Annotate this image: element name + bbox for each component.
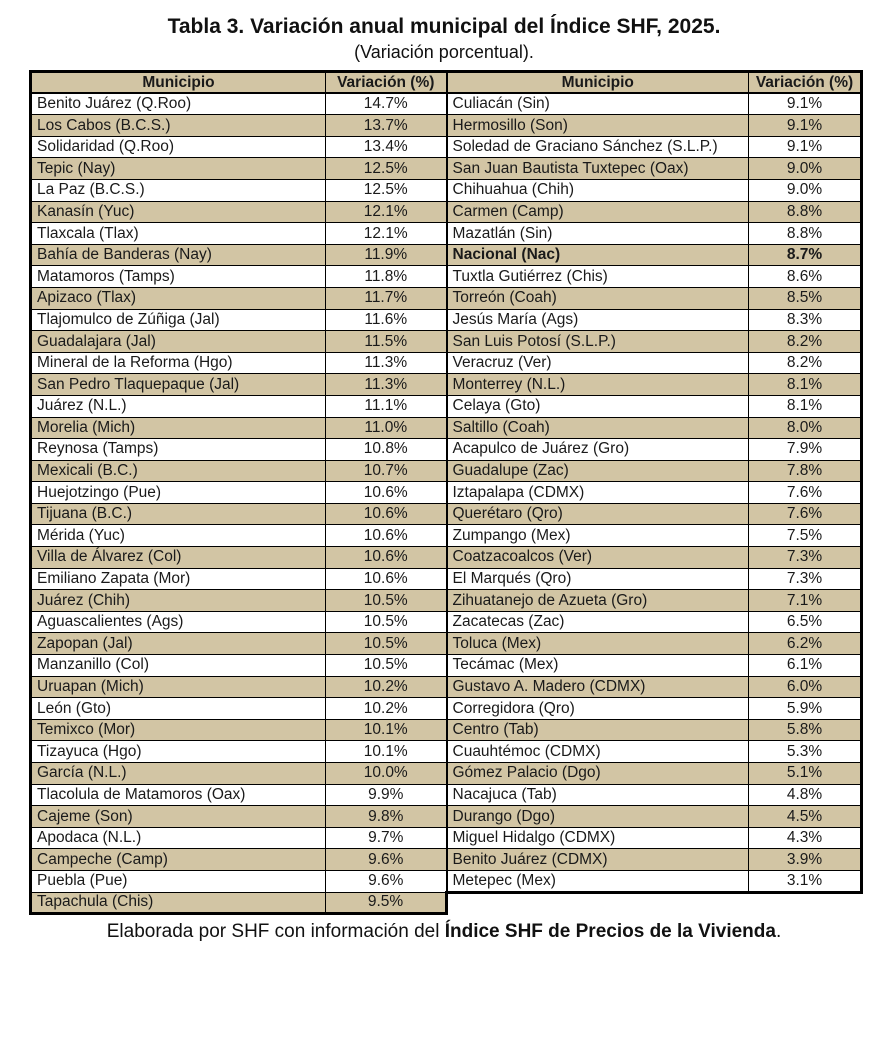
variation-cell: 10.0% [326,763,447,785]
header-municipio-right: Municipio [447,72,749,94]
source-note [0,921,888,943]
table-row [31,395,862,417]
municipality-cell: Tlaxcala (Tlax) [31,223,326,245]
table-row [31,158,862,180]
table-row [31,849,862,871]
municipality-cell: San Juan Bautista Tuxtepec (Oax) [447,158,749,180]
table-row [31,806,862,828]
table-row [31,223,862,245]
municipality-cell: Zapopan (Jal) [31,633,326,655]
variation-cell: 10.2% [326,698,447,720]
municipality-cell: Acapulco de Juárez (Gro) [447,439,749,461]
table-row [31,266,862,288]
municipality-cell: Saltillo (Coah) [447,417,749,439]
variation-cell: 6.0% [749,676,862,698]
variation-cell: 4.3% [749,827,862,849]
variation-cell: 7.6% [749,482,862,504]
municipality-cell: Torreón (Coah) [447,287,749,309]
variation-cell: 12.1% [326,223,447,245]
header-municipio-left: Municipio [31,72,326,94]
municipality-cell: Chihuahua (Chih) [447,179,749,201]
municipality-cell: Tlacolula de Matamoros (Oax) [31,784,326,806]
municipality-cell: Nacional (Nac) [447,244,749,266]
header-row [31,72,862,94]
variation-cell: 8.7% [749,244,862,266]
variation-cell: 10.6% [326,547,447,569]
municipality-cell: Tlajomulco de Zúñiga (Jal) [31,309,326,331]
municipality-cell: Reynosa (Tamps) [31,439,326,461]
variation-cell: 9.5% [326,892,447,914]
municipality-cell: Culiacán (Sin) [447,93,749,115]
table-row [31,568,862,590]
table-row [31,611,862,633]
municipality-cell: Celaya (Gto) [447,395,749,417]
variation-cell: 5.9% [749,698,862,720]
variation-cell: 9.8% [326,806,447,828]
municipality-cell: Juárez (N.L.) [31,395,326,417]
table-row [31,287,862,309]
municipality-cell: Cajeme (Son) [31,806,326,828]
variation-cell: 9.1% [749,136,862,158]
variation-cell: 7.8% [749,460,862,482]
table-subtitle: (Variación porcentual). [354,42,534,62]
variation-cell: 10.6% [326,525,447,547]
variation-cell: 8.2% [749,331,862,353]
municipality-cell: Guadalajara (Jal) [31,331,326,353]
variation-cell: 11.5% [326,331,447,353]
variation-cell: 8.1% [749,374,862,396]
municipality-cell: Gustavo A. Madero (CDMX) [447,676,749,698]
variation-cell: 8.2% [749,352,862,374]
variation-cell: 7.3% [749,568,862,590]
table-row [31,676,862,698]
municipality-cell: Iztapalapa (CDMX) [447,482,749,504]
variation-cell: 10.1% [326,719,447,741]
variation-cell: 3.9% [749,849,862,871]
table-row [31,417,862,439]
variation-cell: 9.0% [749,179,862,201]
municipality-cell: Nacajuca (Tab) [447,784,749,806]
variation-cell: 11.6% [326,309,447,331]
municipality-cell: San Luis Potosí (S.L.P.) [447,331,749,353]
variation-cell: 11.3% [326,352,447,374]
variation-cell: 7.9% [749,439,862,461]
variation-cell: 10.6% [326,503,447,525]
municipality-cell: Zihuatanejo de Azueta (Gro) [447,590,749,612]
municipality-cell: Matamoros (Tamps) [31,266,326,288]
municipality-cell: Puebla (Pue) [31,870,326,892]
municipality-cell: Morelia (Mich) [31,417,326,439]
municipality-cell: Guadalupe (Zac) [447,460,749,482]
municipality-cell: San Pedro Tlaquepaque (Jal) [31,374,326,396]
municipality-cell: Los Cabos (B.C.S.) [31,115,326,137]
municipality-cell: Miguel Hidalgo (CDMX) [447,827,749,849]
municipality-cell: Temixco (Mor) [31,719,326,741]
variation-cell: 7.6% [749,503,862,525]
variation-cell: 11.0% [326,417,447,439]
municipality-cell: Zumpango (Mex) [447,525,749,547]
shf-variation-table [29,70,863,915]
variation-cell: 6.1% [749,655,862,677]
municipality-cell: Emiliano Zapata (Mor) [31,568,326,590]
municipality-cell: Cuauhtémoc (CDMX) [447,741,749,763]
table-row [31,309,862,331]
municipality-cell: Tuxtla Gutiérrez (Chis) [447,266,749,288]
report-page [0,15,888,1039]
municipality-cell: Apodaca (N.L.) [31,827,326,849]
table-row [31,179,862,201]
municipality-cell: Coatzacoalcos (Ver) [447,547,749,569]
table-row [31,201,862,223]
municipality-cell: Huejotzingo (Pue) [31,482,326,504]
municipality-cell: Tizayuca (Hgo) [31,741,326,763]
variation-cell: 11.8% [326,266,447,288]
variation-cell: 11.9% [326,244,447,266]
municipality-cell: Mazatlán (Sin) [447,223,749,245]
table-row [31,870,862,892]
variation-cell: 9.6% [326,870,447,892]
municipality-cell: Veracruz (Ver) [447,352,749,374]
municipality-cell: León (Gto) [31,698,326,720]
variation-cell: 4.5% [749,806,862,828]
source-note-suffix: . [775,921,782,943]
table-row [31,482,862,504]
municipality-cell: Carmen (Camp) [447,201,749,223]
municipality-cell: Campeche (Camp) [31,849,326,871]
variation-cell: 10.5% [326,633,447,655]
municipality-cell: Hermosillo (Son) [447,115,749,137]
municipality-cell: Tapachula (Chis) [31,892,326,914]
table-row [31,633,862,655]
variation-cell: 8.0% [749,417,862,439]
variation-cell: 11.1% [326,395,447,417]
municipality-cell: Kanasín (Yuc) [31,201,326,223]
variation-cell: 9.6% [326,849,447,871]
municipality-cell: Aguascalientes (Ags) [31,611,326,633]
variation-cell: 9.9% [326,784,447,806]
municipality-cell: Metepec (Mex) [447,870,749,892]
variation-cell: 8.6% [749,266,862,288]
variation-cell: 12.5% [326,158,447,180]
table-row [31,352,862,374]
variation-cell: 8.8% [749,223,862,245]
municipality-cell: Tepic (Nay) [31,158,326,180]
table-row [31,547,862,569]
table-row [31,244,862,266]
variation-cell: 7.3% [749,547,862,569]
variation-cell: 7.1% [749,590,862,612]
variation-cell: 13.4% [326,136,447,158]
variation-cell: 8.8% [749,201,862,223]
municipality-cell: Benito Juárez (Q.Roo) [31,93,326,115]
variation-cell: 10.1% [326,741,447,763]
table-row [31,115,862,137]
municipality-cell: Gómez Palacio (Dgo) [447,763,749,785]
table-row [31,525,862,547]
table-title: Tabla 3. Variación anual municipal del Índice SHF, 2025. [167,15,721,38]
variation-cell: 11.7% [326,287,447,309]
variation-cell: 10.2% [326,676,447,698]
municipality-cell: Solidaridad (Q.Roo) [31,136,326,158]
empty-cell [749,892,862,914]
municipality-cell: Manzanillo (Col) [31,655,326,677]
source-note-prefix: Elaborada por SHF con información del [106,921,445,943]
table-row [31,590,862,612]
variation-cell: 9.1% [749,115,862,137]
table-row [31,503,862,525]
variation-cell: 8.5% [749,287,862,309]
variation-cell: 10.5% [326,611,447,633]
variation-cell: 13.7% [326,115,447,137]
header-variacion-left: Variación (%) [326,72,447,94]
municipality-cell: Mérida (Yuc) [31,525,326,547]
variation-cell: 10.8% [326,439,447,461]
variation-cell: 3.1% [749,870,862,892]
variation-cell: 9.7% [326,827,447,849]
municipality-cell: Durango (Dgo) [447,806,749,828]
municipality-cell: El Marqués (Qro) [447,568,749,590]
variation-cell: 5.8% [749,719,862,741]
municipality-cell: Soledad de Graciano Sánchez (S.L.P.) [447,136,749,158]
table-row [31,784,862,806]
variation-cell: 8.3% [749,309,862,331]
table-row [31,460,862,482]
variation-cell: 10.7% [326,460,447,482]
municipality-cell: Bahía de Banderas (Nay) [31,244,326,266]
municipality-cell: Tecámac (Mex) [447,655,749,677]
municipality-cell: Benito Juárez (CDMX) [447,849,749,871]
municipality-cell: Apizaco (Tlax) [31,287,326,309]
municipality-cell: Uruapan (Mich) [31,676,326,698]
variation-cell: 10.5% [326,655,447,677]
municipality-cell: García (N.L.) [31,763,326,785]
variation-cell: 7.5% [749,525,862,547]
variation-cell: 10.6% [326,568,447,590]
table-row [31,93,862,115]
variation-cell: 5.1% [749,763,862,785]
table-row [31,655,862,677]
variation-cell: 6.2% [749,633,862,655]
source-note-bold: Índice SHF de Precios de la Vivienda [444,921,776,943]
variation-cell: 10.6% [326,482,447,504]
table-row [31,136,862,158]
variation-cell: 10.5% [326,590,447,612]
variation-cell: 6.5% [749,611,862,633]
variation-cell: 11.3% [326,374,447,396]
table-row [31,439,862,461]
municipality-cell: Centro (Tab) [447,719,749,741]
municipality-cell: Jesús María (Ags) [447,309,749,331]
municipality-cell: Querétaro (Qro) [447,503,749,525]
municipality-cell: Villa de Álvarez (Col) [31,547,326,569]
variation-cell: 9.1% [749,93,862,115]
table-row [31,719,862,741]
municipality-cell: Toluca (Mex) [447,633,749,655]
municipality-cell: Corregidora (Qro) [447,698,749,720]
table-row [31,892,862,914]
variation-cell: 14.7% [326,93,447,115]
header-variacion-right: Variación (%) [749,72,862,94]
municipality-cell: Tijuana (B.C.) [31,503,326,525]
table-row [31,331,862,353]
municipality-cell: Monterrey (N.L.) [447,374,749,396]
municipality-cell: Mineral de la Reforma (Hgo) [31,352,326,374]
table-row [31,374,862,396]
municipality-cell: Mexicali (B.C.) [31,460,326,482]
table-row [31,763,862,785]
variation-cell: 12.1% [326,201,447,223]
variation-cell: 12.5% [326,179,447,201]
variation-cell: 9.0% [749,158,862,180]
table-row [31,741,862,763]
empty-cell [447,892,749,914]
variation-cell: 5.3% [749,741,862,763]
table-row [31,698,862,720]
municipality-cell: La Paz (B.C.S.) [31,179,326,201]
municipality-cell: Juárez (Chih) [31,590,326,612]
variation-cell: 4.8% [749,784,862,806]
municipality-cell: Zacatecas (Zac) [447,611,749,633]
table-row [31,827,862,849]
variation-cell: 8.1% [749,395,862,417]
